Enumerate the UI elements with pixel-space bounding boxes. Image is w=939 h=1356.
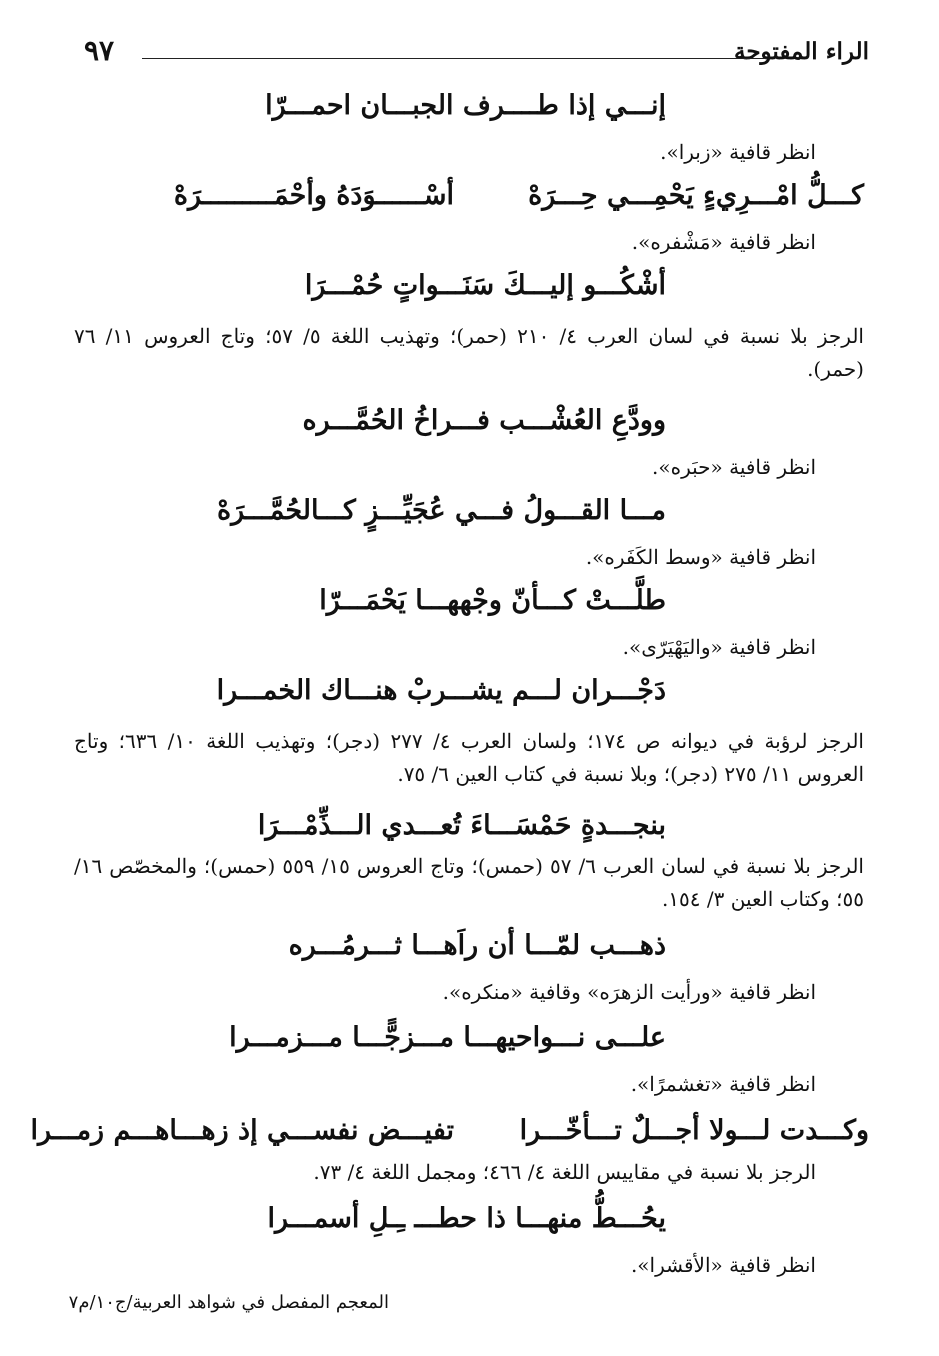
running-header-title: الراء المفتوحة <box>733 38 869 65</box>
verse-first-hemistich: كـــلُّ امْـــرِيءٍ يَحْمِـــي حِـــرَهْ <box>528 180 864 211</box>
verse-line: علـــى نـــواحيهـــا مـــزجًّـــا مـــزمـــرا <box>229 1022 666 1053</box>
reference-line: انظر قافية «ورأيت الزهرَه» وقافية «منكره». <box>442 980 816 1004</box>
verse-line: ذهـــب لمّـــا أن راَهـــا ثـــرمُـــره <box>288 930 666 961</box>
reference-line: انظر قافية «زبرا». <box>660 140 816 164</box>
verse-line: دَجْـــران لـــم يشـــربْ هنـــاك الخمـــرا <box>216 675 666 706</box>
reference-line: انظر قافية «مَشْفره». <box>631 230 816 254</box>
verse-line: يحُـــطُّ منهـــا ذا حطـــ ـِـلِ أسمـــرا <box>267 1203 666 1234</box>
citation-paragraph: الرجز لرؤبة في ديوانه ص ١٧٤؛ ولسان العرب ٤/ ٢٧٧ (دجر)؛ وتهذيب اللغة ١٠/ ٦٣٦؛ وتاج العروس ١١/ ٢٧٥ (دجر)؛ وبلا نسبة في كتاب العين ٦/ ٧٥. <box>74 729 864 786</box>
verse-line: أشْكُـــو إليـــكَ سَنَـــواتٍ حُمْـــرَا <box>304 270 666 301</box>
citation-paragraph: الرجز بلا نسبة في لسان العرب ٦/ ٥٧ (حمس)؛ وتاج العروس ١٥/ ٥٥٩ (حمس)؛ والمخصّص ١٦/ ٥٥؛ وكتاب العين ٣/ ١٥٤. <box>74 854 864 911</box>
verse-line: وودَّعِ العُشْـــب فـــراخُ الحُمَّـــره <box>302 405 666 436</box>
header-rule <box>142 58 767 59</box>
reference-line: انظر قافية «الأقشرا». <box>630 1253 816 1277</box>
verse-line: طلَّـــتْ كـــأنّ وجْههـــا يَحْمَـــرّا <box>319 585 666 616</box>
verse-second-hemistich: أسْــــــوَدَهُ وأحْمَـــــــــرَهْ <box>173 180 454 211</box>
verse-first-hemistich: وكـــدت لـــولا أجـــلٌ تـــأخّـــرا <box>519 1115 869 1146</box>
verse-line: بنجـــدةٍ حَمْسَـــاءَ تُعـــدي الـــذِّمْـــرَا <box>257 810 666 841</box>
reference-line: انظر قافية «تغشمرًا». <box>630 1072 816 1096</box>
page-number: ٩٧ <box>84 34 115 67</box>
verse-line: مـــا القـــولُ فـــي عُجَيِّـــزٍ كـــالحُمَّـــرَهْ <box>216 495 666 526</box>
reference-line: الرجز بلا نسبة في مقاييس اللغة ٤/ ٤٦٦؛ ومجمل اللغة ٤/ ٧٣. <box>313 1160 816 1184</box>
reference-line: انظر قافية «وسط الكَفَره». <box>585 545 816 569</box>
verse-second-hemistich: تفيـــض نفســـي إذ زهـــاهـــم زمـــرا <box>30 1115 454 1146</box>
citation-paragraph: الرجز بلا نسبة في لسان العرب ٤/ ٢١٠ (حمر)؛ وتهذيب اللغة ٥/ ٥٧؛ وتاج العروس ١١/ ٧٦ (حمر). <box>74 324 864 381</box>
verse-line: إنـــي إذا طــــرف الجبـــان احمـــرّا <box>265 90 666 121</box>
page-footer: المعجم المفصل في شواهد العربية/ج١٠/م٧ <box>68 1292 389 1313</box>
reference-line: انظر قافية «واليَهْيَرّى». <box>622 635 816 659</box>
reference-line: انظر قافية «حبَره». <box>652 455 816 479</box>
